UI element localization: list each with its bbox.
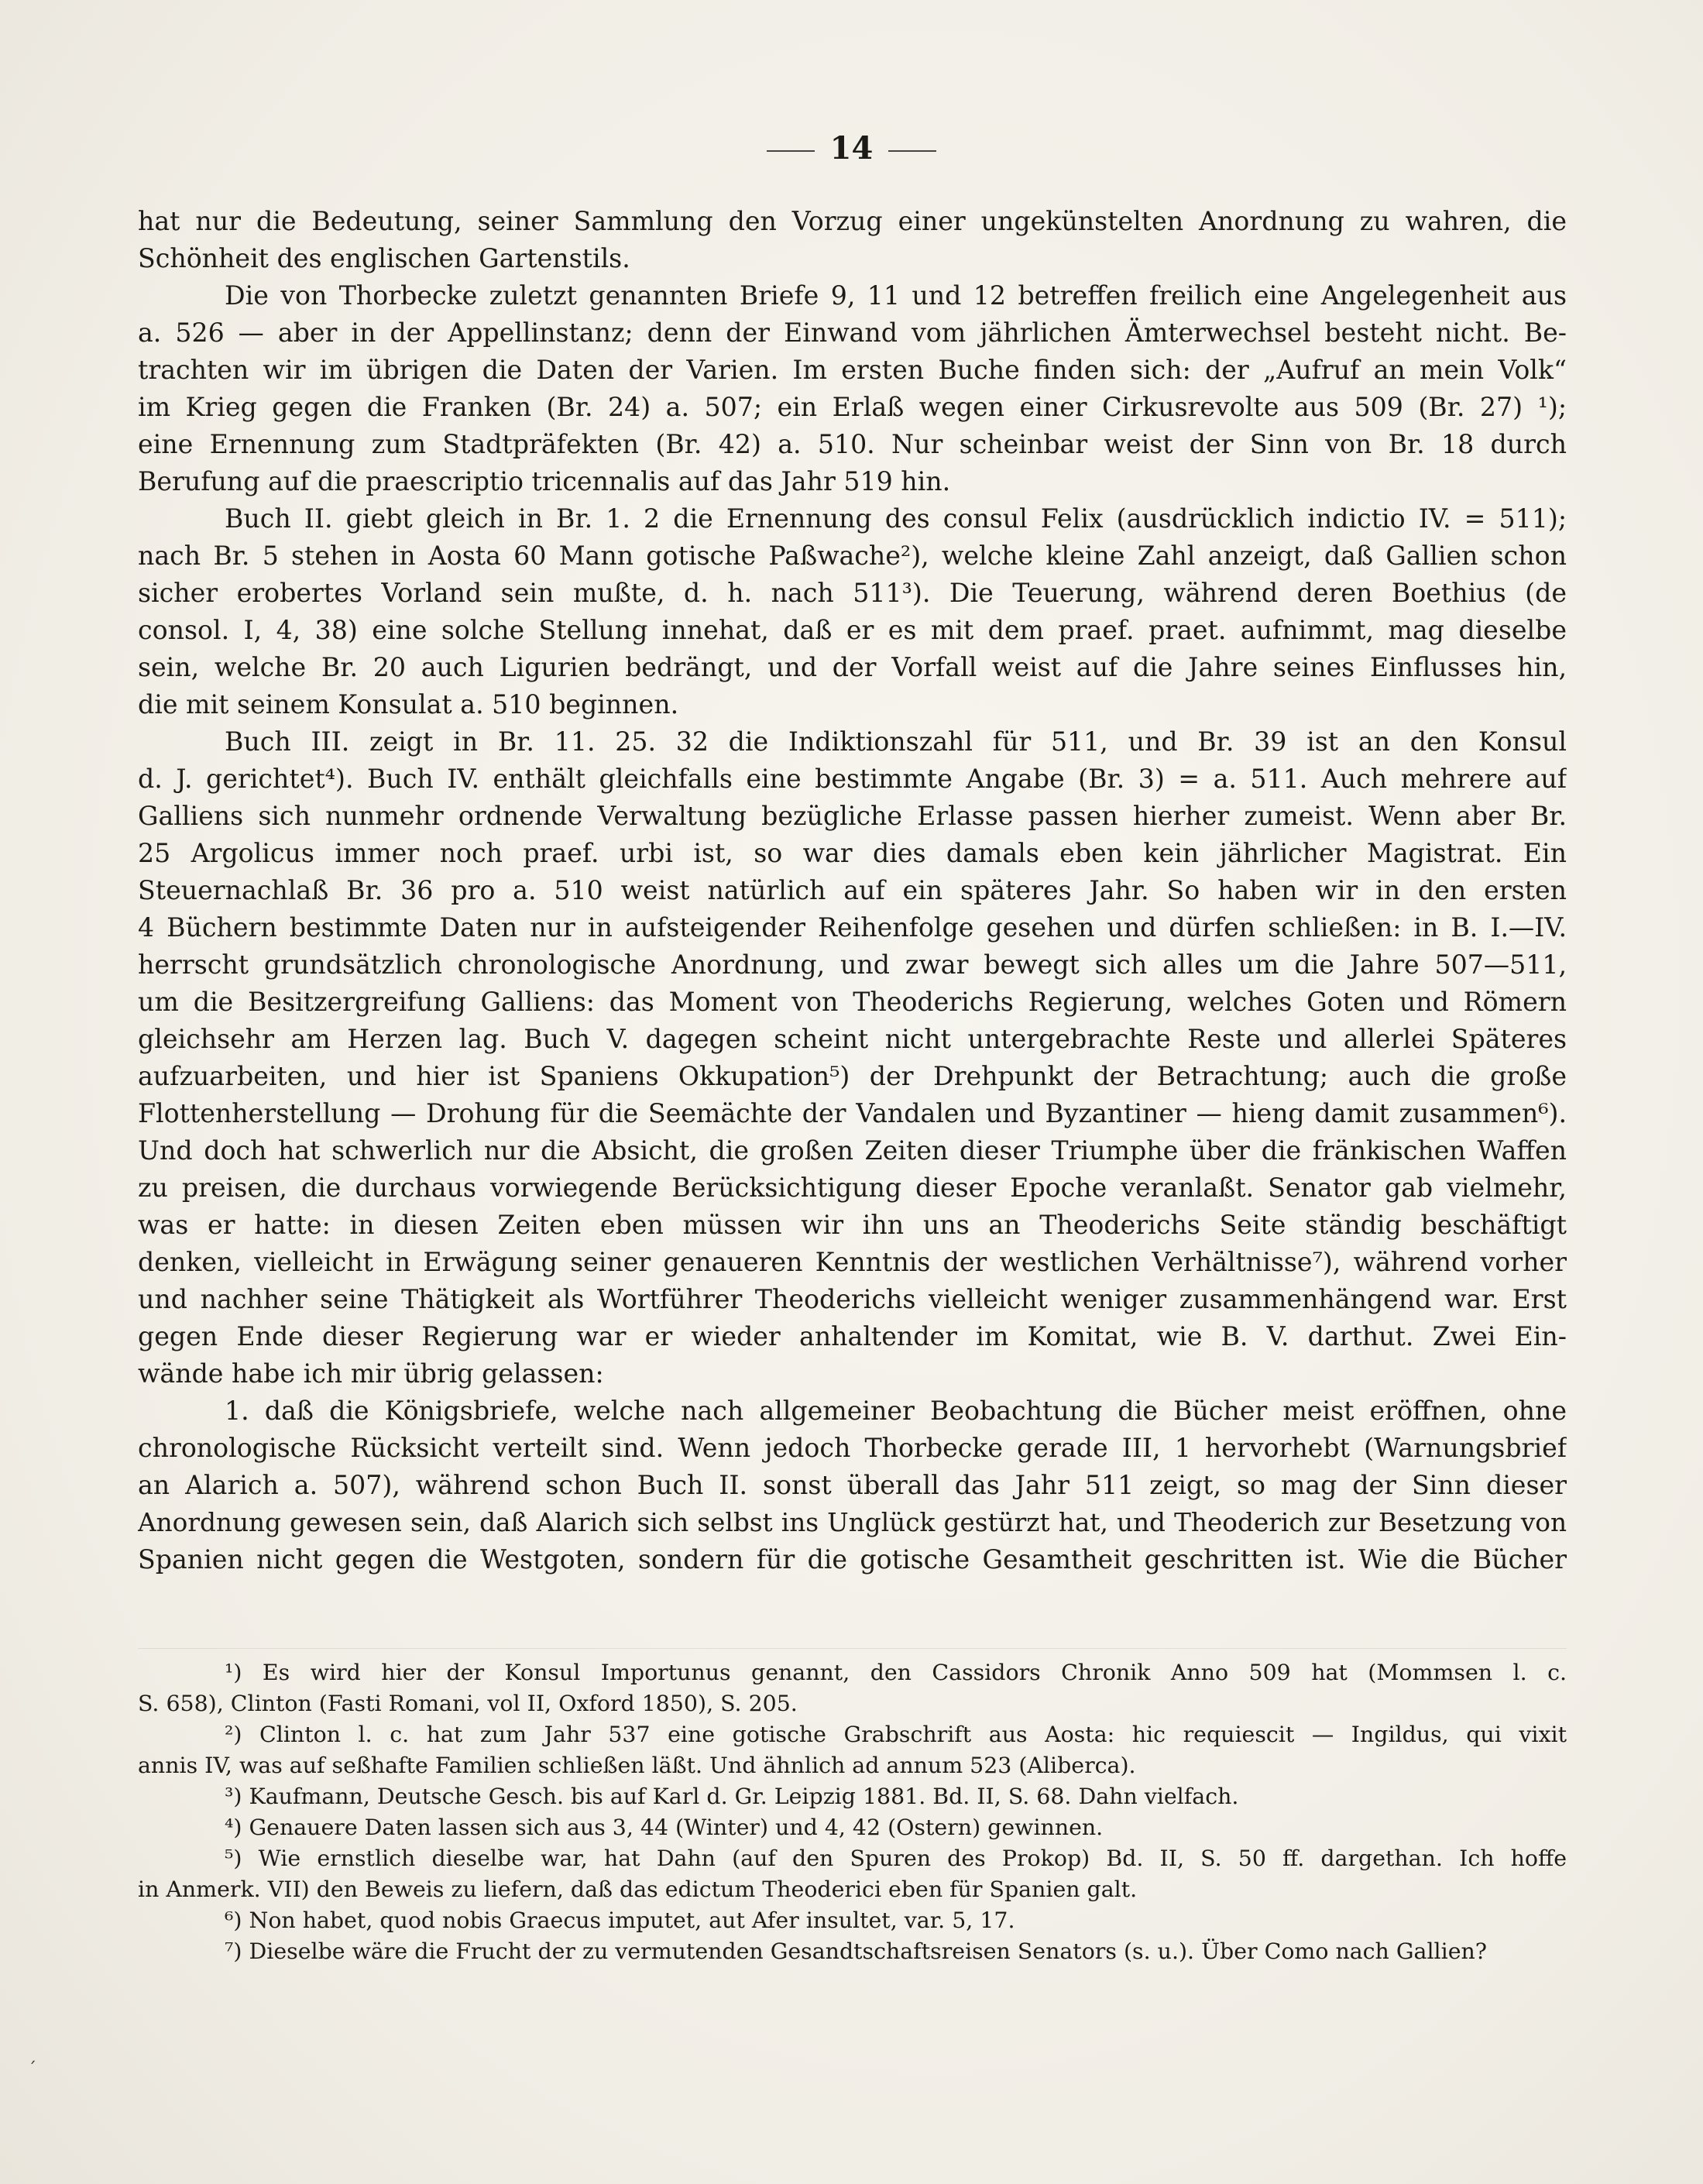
- text-line: und nachher seine Thätigkeit als Wortführer Theoderichs vielleicht weniger zusammenhängend war. Erst: [138, 1284, 1567, 1314]
- text-line: a. 526 — aber in der Appellinstanz; denn der Einwand vom jährlichen Ämterwechsel besteht nicht. Be-: [138, 318, 1567, 348]
- text-line: im Krieg gegen die Franken (Br. 24) a. 507; ein Erlaß wegen einer Cirkusrevolte aus 509 (Br. 27) ¹);: [138, 392, 1567, 422]
- text-line: Buch II. giebt gleich in Br. 1. 2 die Ernennung des consul Felix (ausdrücklich indictio IV. = 511);: [225, 503, 1567, 534]
- text-line: Flottenherstellung — Drohung für die Seemächte der Vandalen und Byzantiner — hieng damit zusammen⁶).: [138, 1098, 1567, 1128]
- scan-mark: ˊ: [28, 2060, 36, 2079]
- text-line: chronologische Rücksicht verteilt sind. Wenn jedoch Thorbecke gerade III, 1 hervorhebt (Warnungsbrief: [138, 1433, 1567, 1463]
- text-line: gleichsehr am Herzen lag. Buch V. dagegen scheint nicht untergebrachte Reste und allerlei Späteres: [138, 1024, 1567, 1054]
- text-line: 4 Büchern bestimmte Daten nur in aufsteigender Reihenfolge gesehen und dürfen schließen: in B. I.—IV.: [138, 912, 1567, 943]
- text-line: hat nur die Bedeutung, seiner Sammlung den Vorzug einer ungekünstelten Anordnung zu wahren, die: [138, 206, 1567, 236]
- text-line: gegen Ende dieser Regierung war er wieder anhaltender im Komitat, wie B. V. darthut. Zwei Ein-: [138, 1321, 1567, 1351]
- text-line: Galliens sich nunmehr ordnende Verwaltung bezügliche Erlasse passen hierher zumeist. Wenn aber Br.: [138, 801, 1567, 831]
- text-line: was er hatte: in diesen Zeiten eben müssen wir ihn uns an Theoderichs Seite ständig beschäftigt: [138, 1210, 1567, 1240]
- text-line: 1. daß die Königsbriefe, welche nach allgemeiner Beobachtung die Bücher meist eröffnen, ohne: [225, 1396, 1567, 1426]
- text-line: Spanien nicht gegen die Westgoten, sondern für die gotische Gesamtheit geschritten ist. Wie die Bücher: [138, 1544, 1567, 1574]
- text-line: Buch III. zeigt in Br. 11. 25. 32 die Indiktionszahl für 511, und Br. 39 ist an den Konsul: [225, 726, 1567, 757]
- footnote-line: S. 658), Clinton (Fasti Romani, vol II, Oxford 1850), S. 205.: [138, 1691, 798, 1716]
- text-line: um die Besitzergreifung Galliens: das Moment von Theoderichs Regierung, welches Goten und Römern: [138, 987, 1567, 1017]
- footnotes: [138, 1657, 1567, 1967]
- text-line: sicher erobertes Vorland sein mußte, d. h. nach 511³). Die Teuerung, während deren Boethius (de: [138, 578, 1567, 608]
- text-line: aufzuarbeiten, und hier ist Spaniens Okkupation⁵) der Drehpunkt der Betrachtung; auch die große: [138, 1061, 1567, 1091]
- page-header: [0, 130, 1703, 167]
- text-line: trachten wir im übrigen die Daten der Varien. Im ersten Buche finden sich: der „Aufruf an mein Volk“: [138, 355, 1567, 385]
- text-line: Die von Thorbecke zuletzt genannten Briefe 9, 11 und 12 betreffen freilich eine Angelegenheit aus: [225, 280, 1567, 311]
- footnote-line: ³) Kaufmann, Deutsche Gesch. bis auf Karl d. Gr. Leipzig 1881. Bd. II, S. 68. Dahn vielfach.: [225, 1784, 1239, 1809]
- footnote-line: ⁶) Non habet, quod nobis Graecus imputet, aut Afer insultet, var. 5, 17.: [225, 1908, 1015, 1933]
- text-line: wände habe ich mir übrig gelassen:: [138, 1358, 604, 1389]
- footnote-line: ¹) Es wird hier der Konsul Importunus genannt, den Cassidors Chronik Anno 509 hat (Mommsen l. c.: [225, 1660, 1567, 1685]
- page-number: 14: [829, 130, 874, 167]
- footnote-line: in Anmerk. VII) den Beweis zu liefern, daß das edictum Theoderici eben für Spanien galt.: [138, 1877, 1138, 1902]
- header-rule-right: [888, 150, 936, 152]
- text-line: Steuernachlaß Br. 36 pro a. 510 weist natürlich auf ein späteres Jahr. So haben wir in den ersten: [138, 875, 1567, 905]
- text-line: sein, welche Br. 20 auch Ligurien bedrängt, und der Vorfall weist auf die Jahre seines Einflusses hin,: [138, 652, 1567, 682]
- main-text: [138, 203, 1567, 1578]
- text-line: consol. I, 4, 38) eine solche Stellung innehat, daß er es mit dem praef. praet. aufnimmt, mag dieselbe: [138, 615, 1567, 645]
- footnote-line: annis IV, was auf seßhafte Familien schließen läßt. Und ähnlich ad annum 523 (Aliberca).: [138, 1753, 1136, 1778]
- footnote-divider: [138, 1648, 1567, 1649]
- footnote-line: ⁷) Dieselbe wäre die Frucht der zu vermutenden Gesandtschaftsreisen Senators (s. u.). Über Como nach Gallien?: [225, 1938, 1488, 1964]
- text-line: Und doch hat schwerlich nur die Absicht, die großen Zeiten dieser Triumphe über die fränkischen Waffen: [138, 1135, 1567, 1166]
- text-line: Schönheit des englischen Gartenstils.: [138, 243, 630, 273]
- footnote-line: ²) Clinton l. c. hat zum Jahr 537 eine gotische Grabschrift aus Aosta: hic requiescit — Ingildus, qui vixit: [225, 1722, 1567, 1747]
- text-line: 25 Argolicus immer noch praef. urbi ist, so war dies damals eben kein jährlicher Magistrat. Ein: [138, 838, 1567, 868]
- text-line: Berufung auf die praescriptio tricennalis auf das Jahr 519 hin.: [138, 466, 951, 496]
- text-line: nach Br. 5 stehen in Aosta 60 Mann gotische Paßwache²), welche kleine Zahl anzeigt, daß Gallien schon: [138, 541, 1567, 571]
- footnote-line: ⁴) Genauere Daten lassen sich aus 3, 44 (Winter) und 4, 42 (Ostern) gewinnen.: [225, 1815, 1104, 1840]
- header-rule-left: [767, 150, 815, 152]
- text-line: herrscht grundsätzlich chronologische Anordnung, und zwar bewegt sich alles um die Jahre 507—511,: [138, 949, 1567, 980]
- text-line: die mit seinem Konsulat a. 510 beginnen.: [138, 689, 679, 719]
- text-line: denken, vielleicht in Erwägung seiner genaueren Kenntnis der westlichen Verhältnisse⁷), während vorher: [138, 1247, 1567, 1277]
- text-line: zu preisen, die durchaus vorwiegende Berücksichtigung dieser Epoche veranlaßt. Senator gab vielmehr,: [138, 1173, 1567, 1203]
- footnote-line: ⁵) Wie ernstlich dieselbe war, hat Dahn (auf den Spuren des Prokop) Bd. II, S. 50 ff. dargethan. Ich hoffe: [225, 1846, 1567, 1871]
- text-line: Anordnung gewesen sein, daß Alarich sich selbst ins Unglück gestürzt hat, und Theoderich zur Besetzung von: [138, 1508, 1567, 1537]
- text-line: d. J. gerichtet⁴). Buch IV. enthält gleichfalls eine bestimmte Angabe (Br. 3) = a. 511. Auch mehrere auf: [138, 764, 1567, 794]
- text-line: an Alarich a. 507), während schon Buch II. sonst überall das Jahr 511 zeigt, so mag der Sinn dieser: [138, 1470, 1567, 1500]
- text-line: eine Ernennung zum Stadtpräfekten (Br. 42) a. 510. Nur scheinbar weist der Sinn von Br. 18 durch: [138, 429, 1567, 459]
